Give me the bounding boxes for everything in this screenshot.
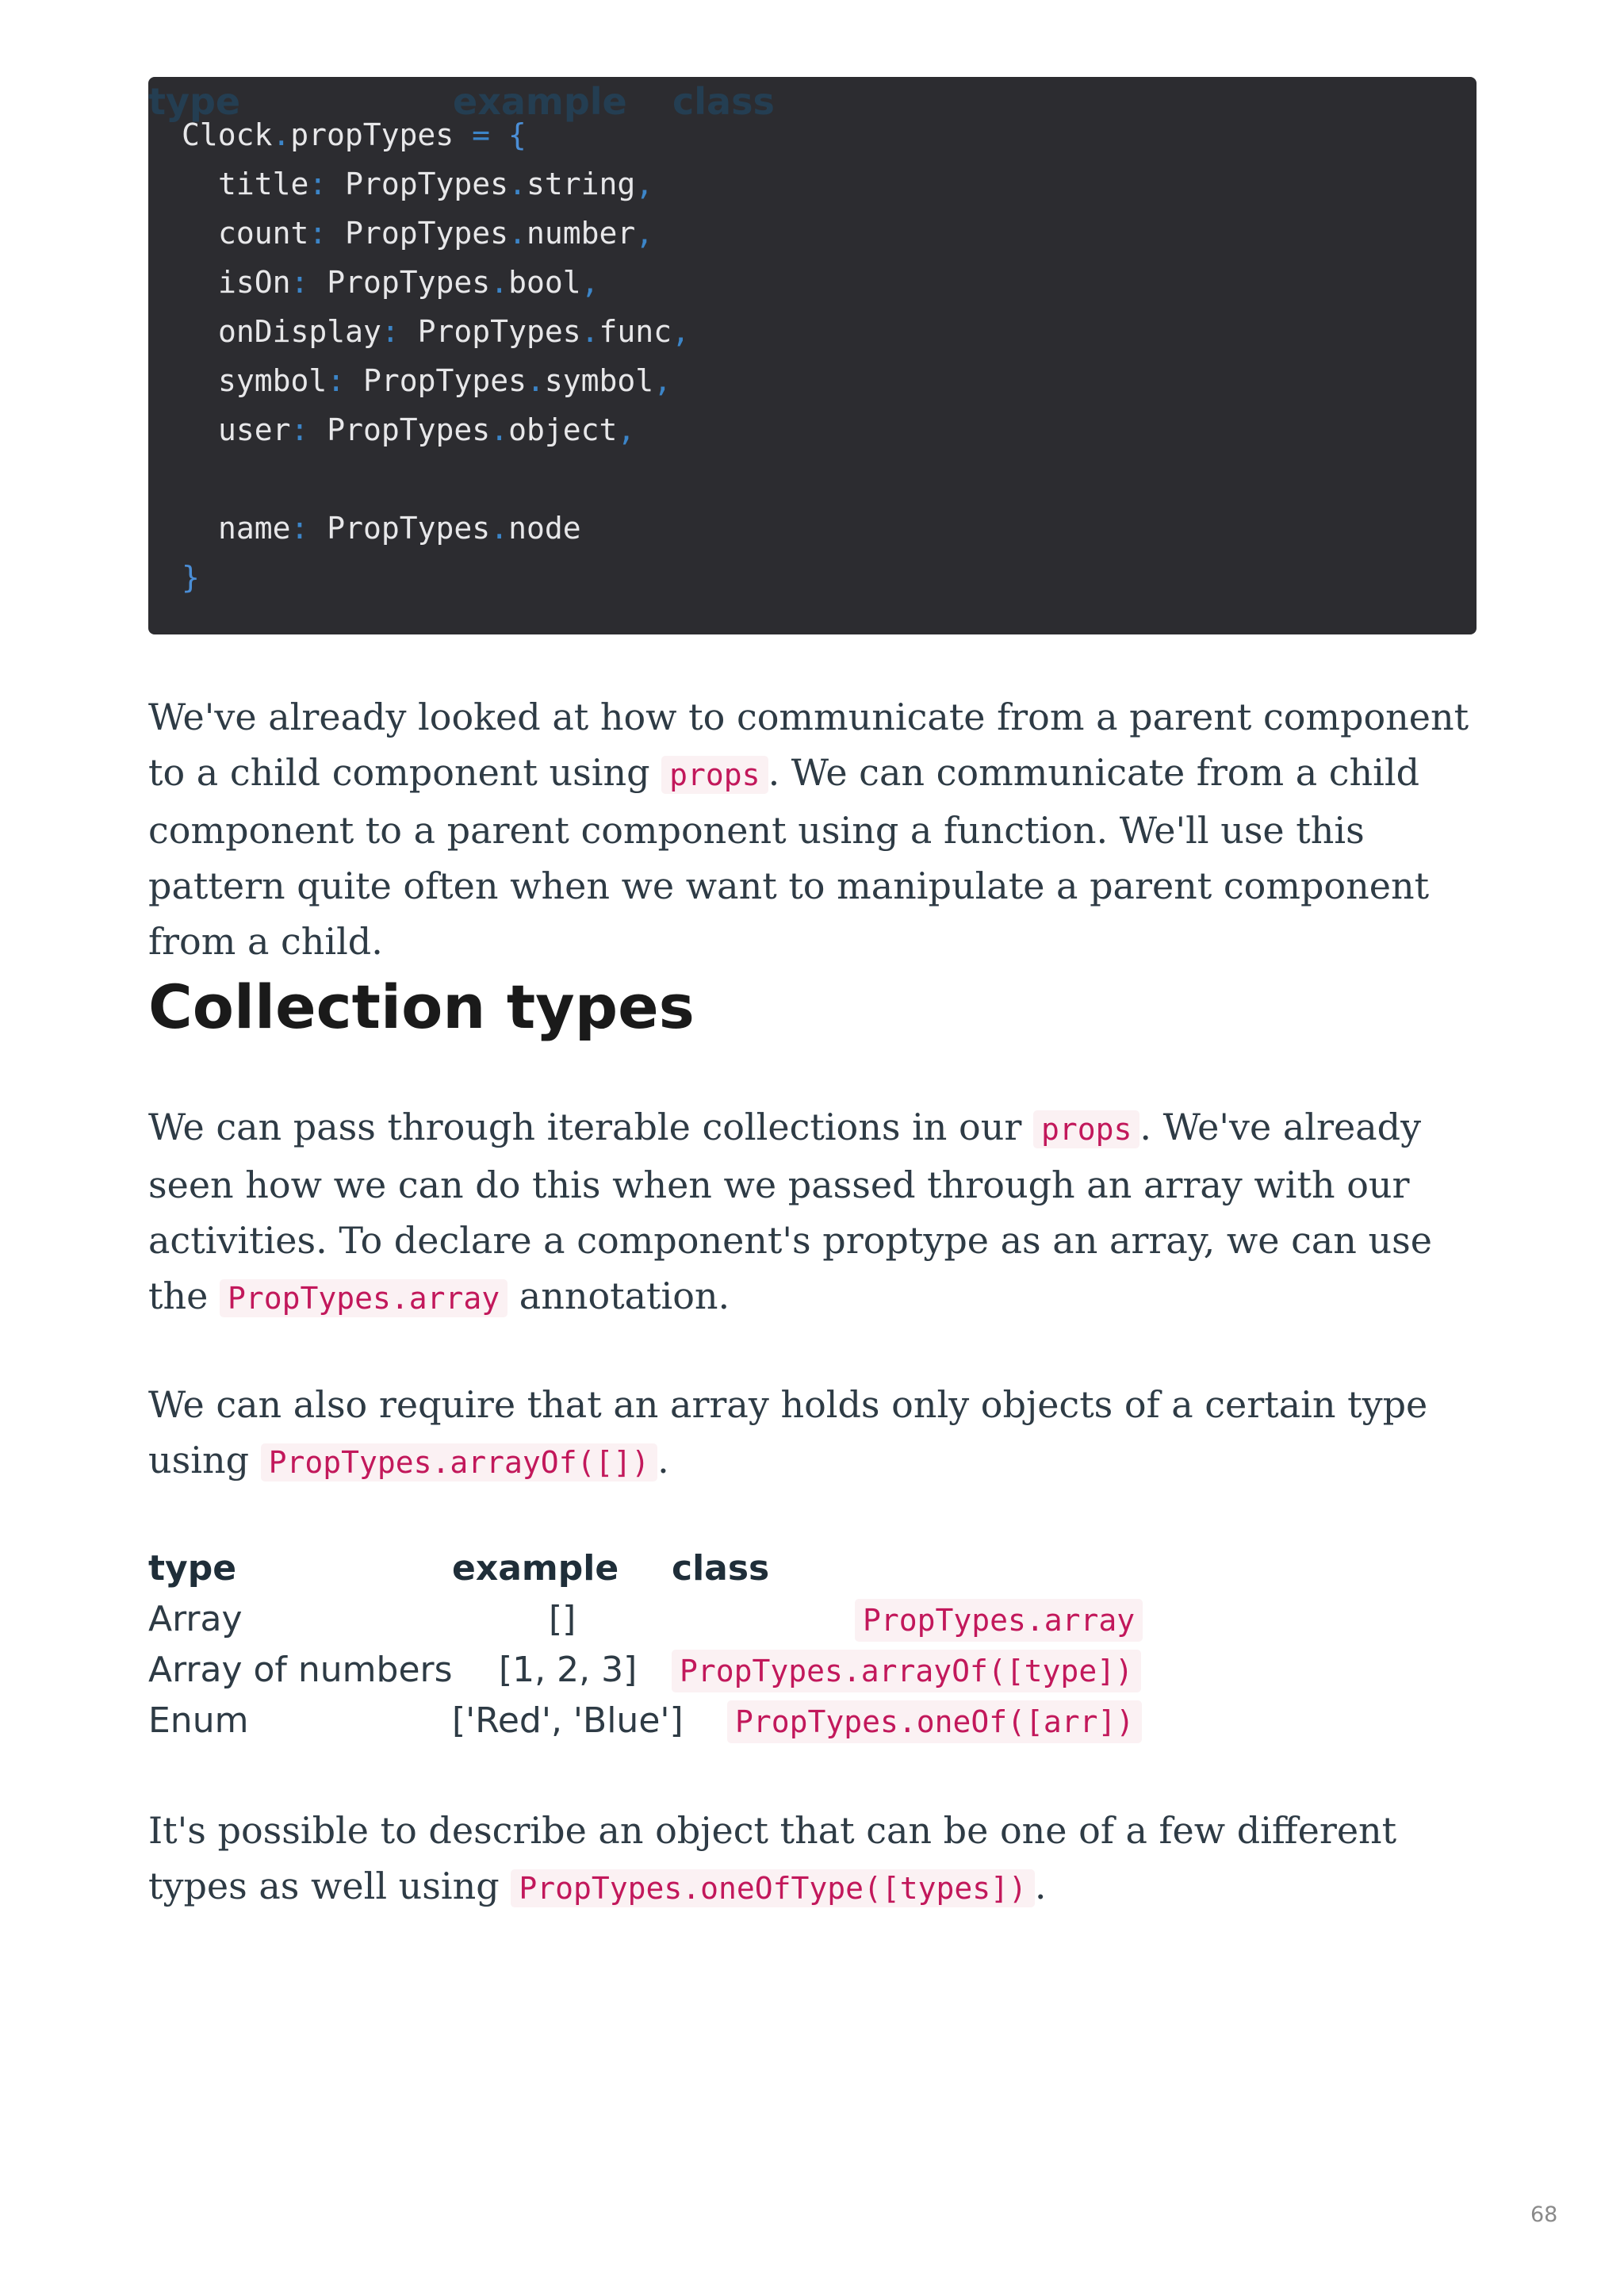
code-line [182, 356, 1477, 405]
table-row [148, 1594, 1179, 1645]
paragraph-text: annotation. [508, 1274, 730, 1317]
code-line [182, 159, 1477, 209]
table-cell-type: Enum [148, 1700, 249, 1741]
code-token: count [218, 216, 309, 251]
code-token: PropTypes [399, 314, 581, 349]
paragraph-text: . [657, 1439, 669, 1481]
code-punctuation: . [508, 167, 527, 201]
code-token: name [218, 511, 291, 546]
code-token: string [526, 167, 636, 201]
paragraph-text: . We've already seen how we can do this when we passed through an array with our activities. To declare a component's proptype as an array, we can use the [148, 1106, 1433, 1317]
code-token: Clock [182, 117, 273, 152]
paragraph-one-of-type [148, 1803, 1480, 1916]
paragraph-props-communication [148, 689, 1480, 969]
code-token: title [218, 167, 309, 201]
code-token: object [508, 412, 618, 447]
code-punctuation: , [617, 412, 636, 447]
code-punctuation: : [290, 412, 309, 447]
code-block [148, 77, 1477, 634]
code-punctuation: , [653, 363, 672, 398]
code-token: symbol [218, 363, 327, 398]
paragraph-text: . We can communicate from a child component to a parent component using a function. We'll use this pattern quite often when we want to manipulate a parent component from a child. [148, 751, 1430, 963]
code-line [182, 553, 1477, 602]
table-cell-class: PropTypes.array [855, 1599, 1143, 1642]
table-row [148, 1645, 1179, 1696]
code-punctuation: , [635, 216, 654, 251]
ghost-header-type: type [148, 80, 241, 123]
code-token: PropTypes [308, 511, 491, 546]
code-line [182, 307, 1477, 356]
ghost-header-example: example [453, 80, 627, 123]
code-token: user [218, 412, 291, 447]
inline-code-props: props [661, 756, 768, 794]
paragraph-array-of [148, 1377, 1480, 1490]
code-token: bool [508, 265, 581, 300]
table-header-class: class [672, 1548, 770, 1589]
paragraph-text: It's possible to describe an object that can be one of a few different types as well using [148, 1809, 1397, 1907]
table-cell-type: Array of numbers [148, 1650, 453, 1690]
code-token: symbol [544, 363, 654, 398]
code-punctuation: . [490, 412, 509, 447]
code-punctuation: . [490, 265, 509, 300]
page-number: 68 [1530, 2202, 1558, 2227]
table-header-type: type [148, 1548, 237, 1589]
table-cell-class: PropTypes.oneOf([arr]) [727, 1700, 1142, 1743]
code-punctuation: . [490, 511, 509, 546]
inline-code-oneoftype: PropTypes.oneOfType([types]) [511, 1869, 1035, 1907]
code-punctuation: : [381, 314, 400, 349]
code-punctuation: : [308, 167, 327, 201]
table-cell-type: Array [148, 1599, 243, 1639]
code-token: func [599, 314, 672, 349]
code-token: PropTypes [327, 167, 509, 201]
code-token: onDisplay [218, 314, 381, 349]
code-lines [182, 110, 1477, 602]
paragraph-text: We've already looked at how to communicate from a parent component to a child component using [148, 696, 1469, 794]
code-token: node [508, 511, 581, 546]
code-line [182, 110, 1477, 159]
code-punctuation: . [580, 314, 599, 349]
code-line [182, 405, 1477, 454]
code-line [182, 454, 1477, 504]
table-header [148, 1543, 1179, 1594]
table-header-example: example [452, 1548, 619, 1589]
paragraph-text: We can pass through iterable collections in our [148, 1106, 1033, 1148]
code-punctuation: : [308, 216, 327, 251]
code-token [490, 117, 508, 152]
code-punctuation: : [290, 511, 309, 546]
table-cell-example: [1, 2, 3] [499, 1650, 638, 1690]
code-punctuation: . [508, 216, 527, 251]
code-line [182, 504, 1477, 553]
code-line [182, 209, 1477, 258]
code-token: PropTypes [327, 216, 509, 251]
table-cell-class: PropTypes.arrayOf([type]) [672, 1650, 1141, 1692]
code-punctuation: , [671, 314, 690, 349]
code-punctuation: , [580, 265, 599, 300]
code-punctuation: . [272, 117, 291, 152]
code-punctuation: { [508, 117, 527, 152]
code-token: isOn [218, 265, 291, 300]
table-cell-example: ['Red', 'Blue'] [452, 1700, 684, 1741]
code-token: propTypes [290, 117, 473, 152]
code-token: PropTypes [308, 412, 491, 447]
paragraph-text: We can also require that an array holds only objects of a certain type using [148, 1383, 1428, 1481]
paragraph-iterable-collections [148, 1099, 1480, 1326]
code-token: PropTypes [308, 265, 491, 300]
code-punctuation: , [635, 167, 654, 201]
section-heading: Collection types [148, 972, 695, 1042]
code-token: PropTypes [345, 363, 527, 398]
table-row [148, 1696, 1179, 1746]
inline-code-arrayof: PropTypes.arrayOf([]) [261, 1443, 657, 1481]
code-punctuation: = [472, 117, 490, 152]
code-punctuation: . [526, 363, 545, 398]
code-punctuation: : [290, 265, 309, 300]
table-cell-example: [] [549, 1599, 576, 1639]
paragraph-text: . [1034, 1865, 1047, 1907]
inline-code-props: props [1033, 1110, 1139, 1148]
code-line [182, 258, 1477, 307]
code-punctuation: : [327, 363, 346, 398]
code-punctuation: } [182, 560, 200, 595]
inline-code-proptypes-array: PropTypes.array [220, 1279, 508, 1317]
code-token: number [526, 216, 636, 251]
ghost-header-class: class [672, 80, 775, 123]
